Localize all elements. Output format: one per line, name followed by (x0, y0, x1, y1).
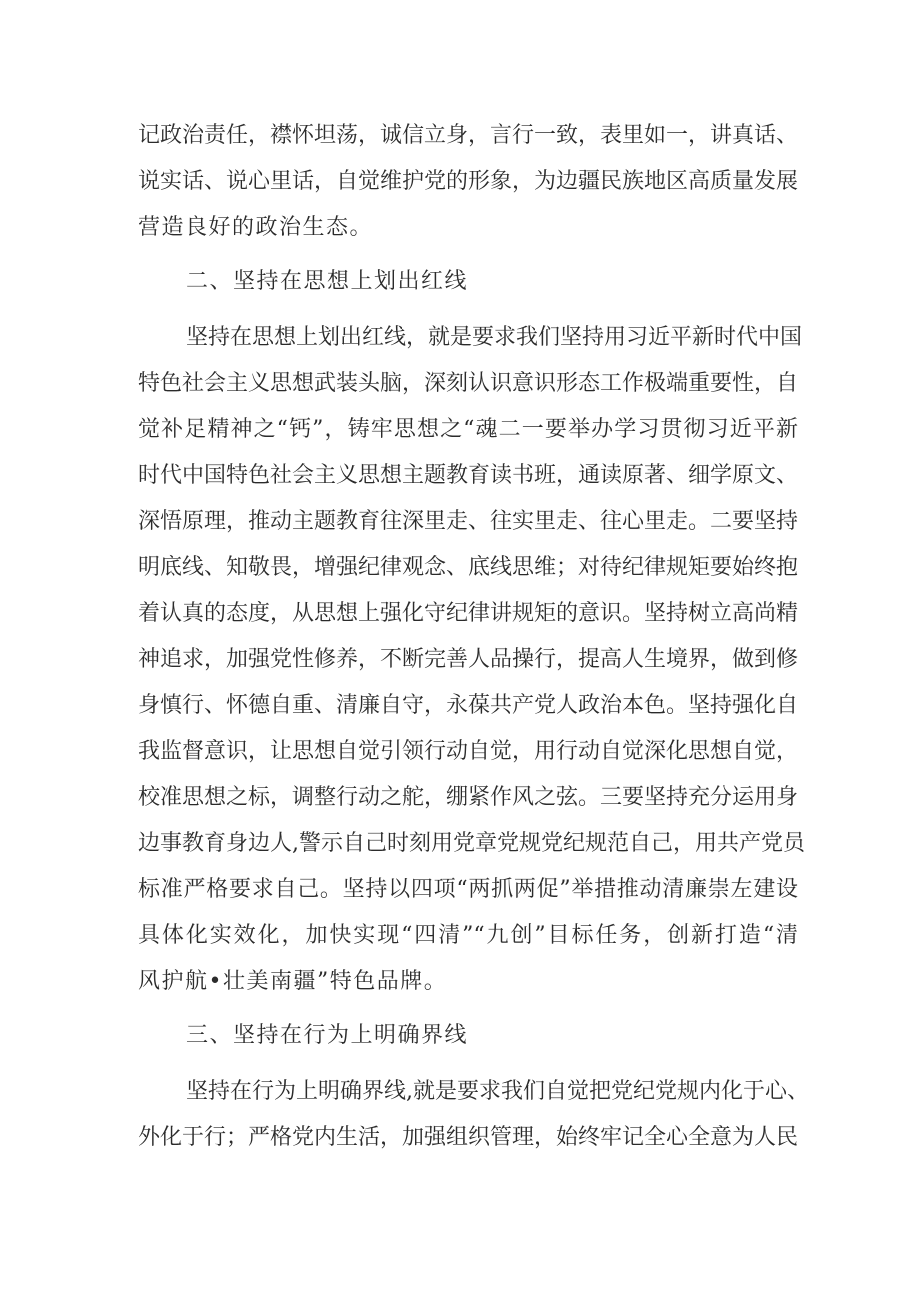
paragraph-intro-line-3: 营造良好的政治生态。 (138, 215, 374, 240)
paragraph-2-line-12: 边事教育身边人,警示自己时刻用党章党规党纪规范自己，用共产党员 (138, 831, 805, 856)
paragraph-2-line-11: 校准思想之标，调整行动之舵，绷紧作风之弦。三要坚持充分运用身 (138, 785, 799, 810)
paragraph-intro-line-2: 说实话、说心里话，自觉维护党的形象，为边疆民族地区高质量发展 (138, 169, 799, 194)
paragraph-2-line-7: 着认真的态度，从思想上强化守纪律讲规矩的意识。坚持树立高尚精 (138, 601, 799, 626)
paragraph-2-line-10: 我监督意识，让思想自觉引领行动自觉，用行动自觉深化思想自觉， (138, 739, 799, 764)
paragraph-2-line-4: 时代中国特色社会主义思想主题教育读书班，通读原著、细学原文、 (138, 463, 799, 488)
paragraph-3-line-2: 外化于行；严格党内生活，加强组织管理，始终牢记全心全意为人民 (138, 1125, 799, 1150)
section-heading-3: 三、坚持在行为上明确界线 (186, 1023, 469, 1048)
paragraph-2-line-13: 标准严格要求自己。坚持以四项“两抓两促”举措推动清廉崇左建设 (138, 877, 798, 902)
section-heading-2: 二、坚持在思想上划出红线 (186, 269, 469, 294)
paragraph-2-line-14: 具体化实效化，加快实现“四清”“九创”目标任务，创新打造“清 (138, 923, 798, 948)
paragraph-2-line-6: 明底线、知敬畏，增强纪律观念、底线思维；对待纪律规矩要始终抱 (138, 555, 799, 580)
paragraph-2-line-15: 风护航•壮美南疆”特色品牌。 (138, 969, 448, 994)
paragraph-2-line-1: 坚持在思想上划出红线，就是要求我们坚持用习近平新时代中国 (186, 325, 803, 350)
paragraph-2-line-9: 身慎行、怀德自重、清廉自守，永葆共产党人政治本色。坚持强化自 (138, 693, 799, 718)
paragraph-2-line-3: 觉补足精神之“钙”，铸牢思想之“魂二一要举办学习贯彻习近平新 (138, 417, 798, 442)
paragraph-2-line-5: 深悟原理，推动主题教育往深里走、往实里走、往心里走。二要坚持 (138, 509, 799, 534)
paragraph-3-line-1: 坚持在行为上明确界线,就是要求我们自觉把党纪党规内化于心、 (186, 1079, 809, 1104)
paragraph-intro-line-1: 记政治责任，襟怀坦荡，诚信立身，言行一致，表里如一，讲真话、 (138, 123, 799, 148)
paragraph-2-line-2: 特色社会主义思想武装头脑，深刻认识意识形态工作极端重要性，自 (138, 371, 799, 396)
paragraph-2-line-8: 神追求，加强党性修养，不断完善人品操行，提高人生境界，做到修 (138, 647, 799, 672)
